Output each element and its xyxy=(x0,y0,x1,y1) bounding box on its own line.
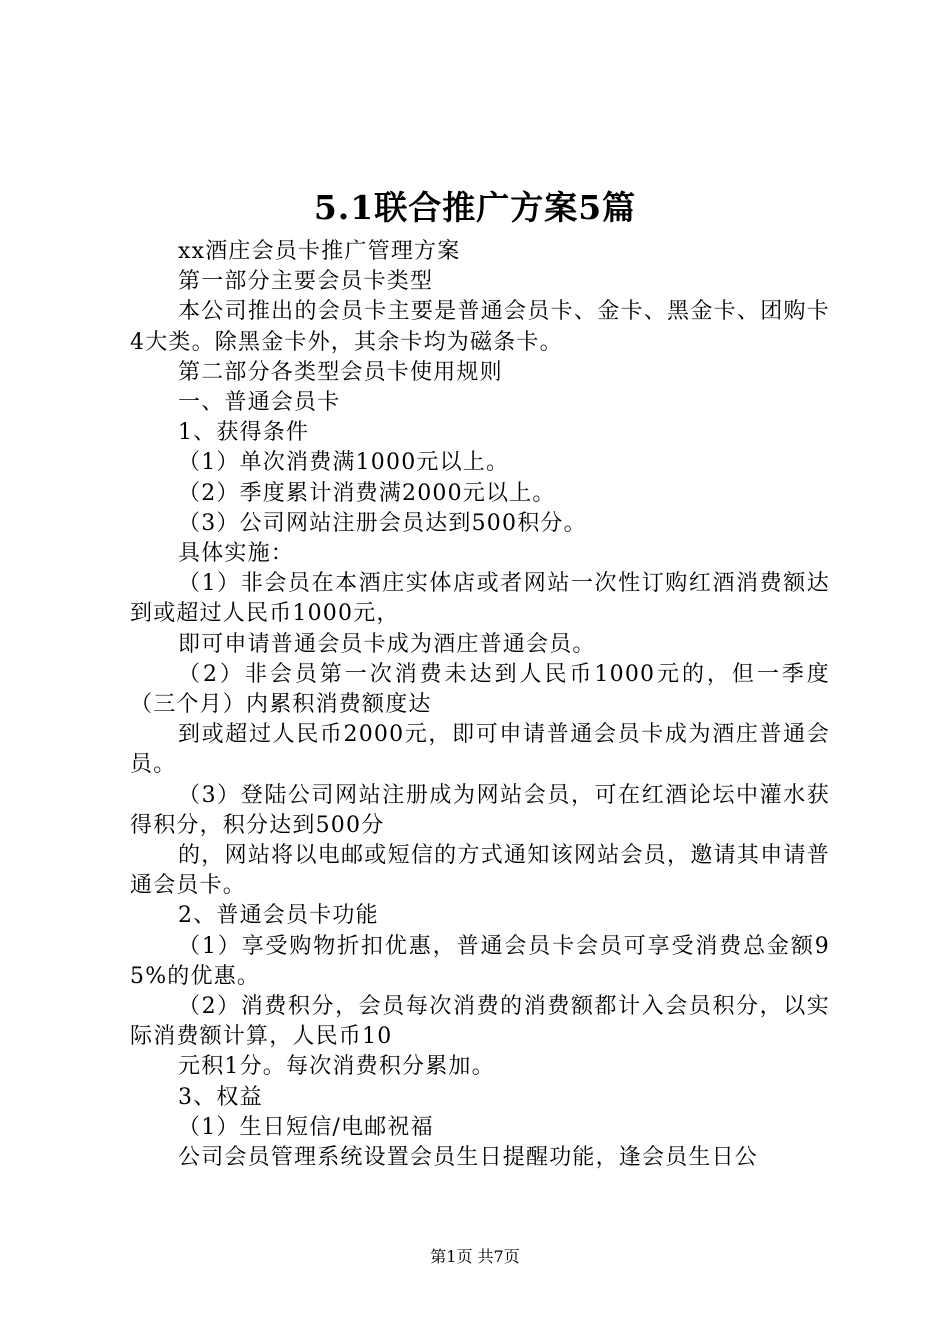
body-paragraph: 2、普通会员卡功能 xyxy=(178,903,379,929)
body-paragraph: 元积1分。每次消费积分累加。 xyxy=(178,1054,495,1080)
document-body xyxy=(130,237,830,1173)
body-paragraph: （1）享受购物折扣优惠，普通会员卡会员可享受消费总金额95%的优惠。 xyxy=(130,933,830,989)
body-paragraph: 公司会员管理系统设置会员生日提醒功能，逢会员生日公 xyxy=(178,1145,759,1171)
body-paragraph: 3、权益 xyxy=(178,1084,263,1110)
body-paragraph: 一、普通会员卡 xyxy=(178,390,341,416)
body-paragraph: 到或超过人民币2000元，即可申请普通会员卡成为酒庄普通会员。 xyxy=(130,722,830,778)
body-paragraph: 第一部分主要会员卡类型 xyxy=(178,269,434,295)
body-paragraph: （1）生日短信/电邮祝福 xyxy=(178,1114,434,1140)
body-paragraph: （2）非会员第一次消费未达到人民币1000元的，但一季度（三个月）内累积消费额度达 xyxy=(130,661,830,718)
body-paragraph: 1、获得条件 xyxy=(178,420,310,446)
body-paragraph: （2）季度累计消费满2000元以上。 xyxy=(178,480,556,506)
body-paragraph: 第二部分各类型会员卡使用规则 xyxy=(178,359,503,385)
body-paragraph: xx酒庄会员卡推广管理方案 xyxy=(178,239,461,264)
body-paragraph: 具体实施： xyxy=(178,541,295,567)
page-footer: 第1页 共7页 xyxy=(430,1247,520,1266)
body-paragraph: 的，网站将以电邮或短信的方式通知该网站会员，邀请其申请普通会员卡。 xyxy=(130,843,830,899)
body-paragraph: （3）公司网站注册会员达到500积分。 xyxy=(178,510,587,536)
body-paragraph: （1）非会员在本酒庄实体店或者网站一次性订购红酒消费额达到或超过人民币1000元， xyxy=(130,571,830,627)
body-paragraph: 即可申请普通会员卡成为酒庄普通会员。 xyxy=(178,631,596,657)
body-paragraph: （2）消费积分，会员每次消费的消费额都计入会员积分，以实际消费额计算，人民币10 xyxy=(130,994,830,1050)
body-paragraph: （3）登陆公司网站注册成为网站会员，可在红酒论坛中灌水获得积分，积分达到500分 xyxy=(130,782,830,838)
body-paragraph: （1）单次消费满1000元以上。 xyxy=(178,450,510,476)
body-paragraph: 本公司推出的会员卡主要是普通会员卡、金卡、黑金卡、团购卡4大类。除黑金卡外，其余卡均为磁条卡。 xyxy=(130,299,830,355)
document-title: 5.1联合推广方案5篇 xyxy=(313,188,637,227)
